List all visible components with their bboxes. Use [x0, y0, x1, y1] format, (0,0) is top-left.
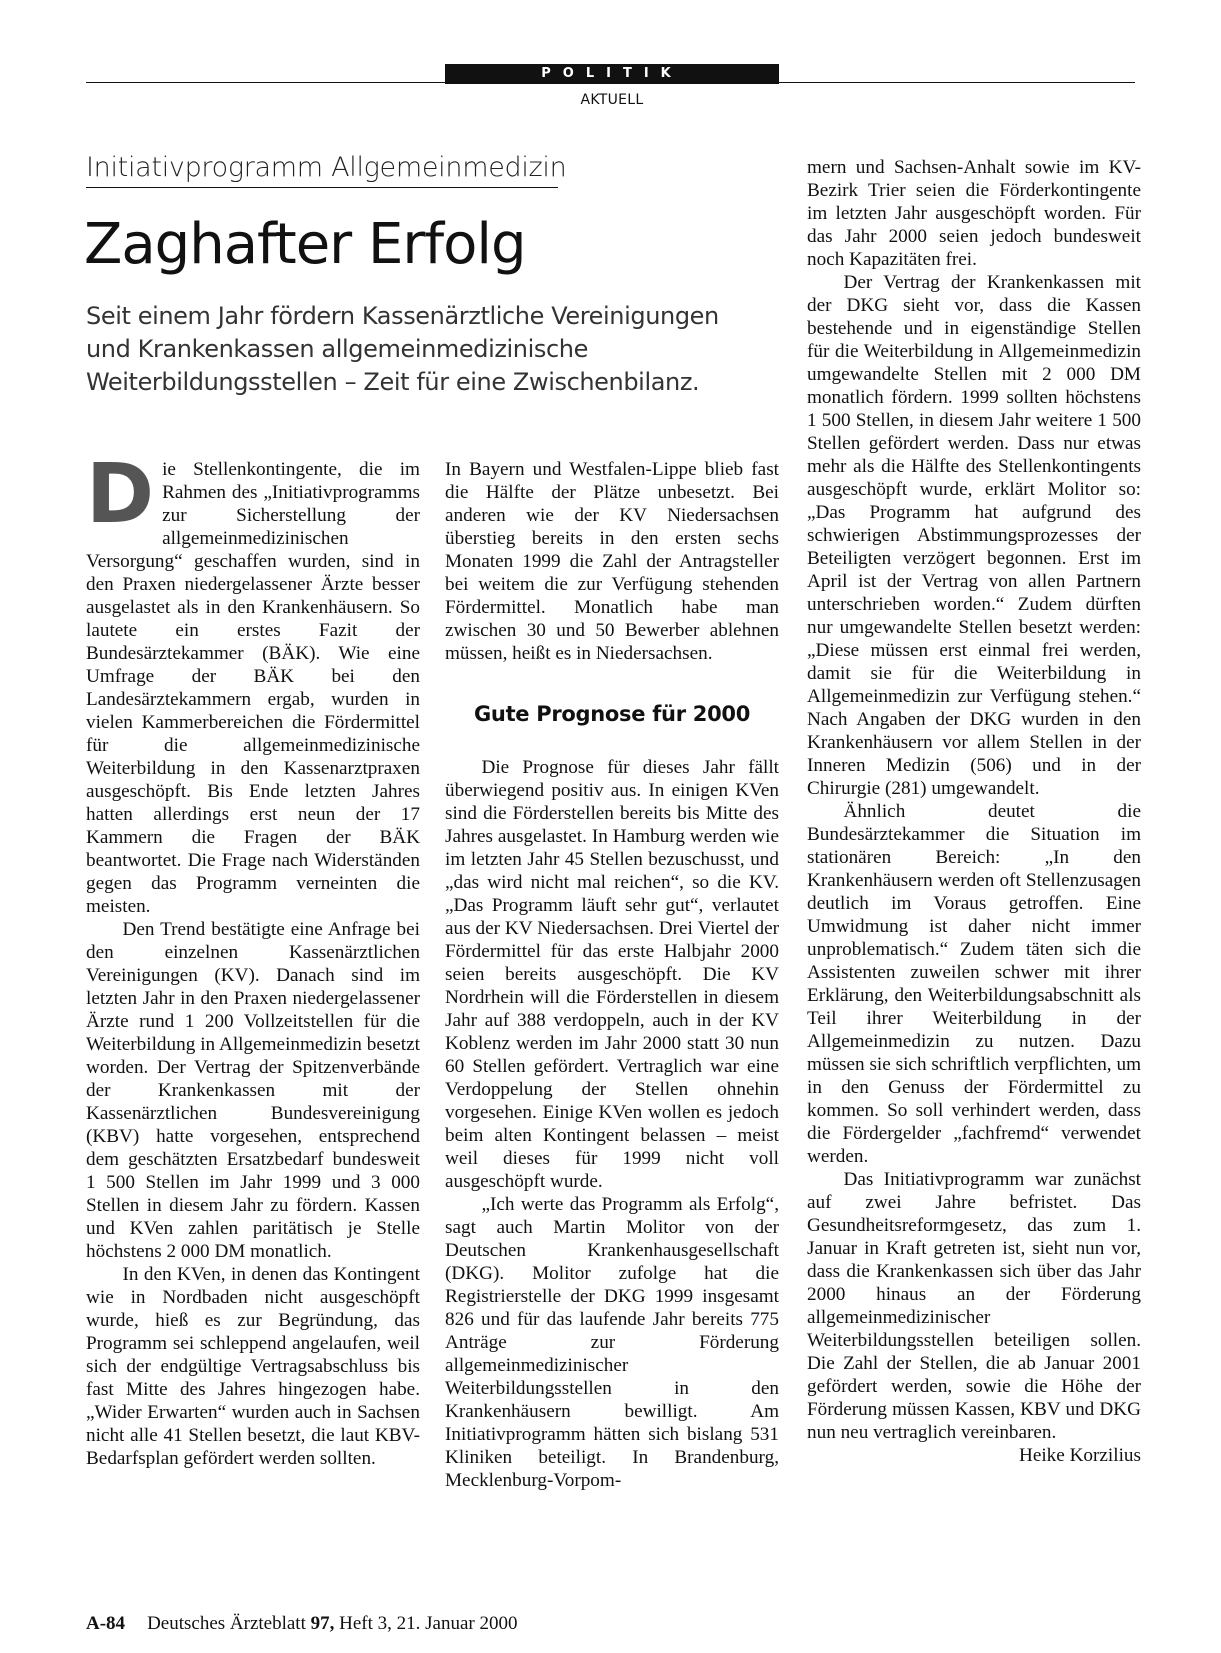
paragraph-text: Das Initiativprogramm war zunächst auf zwei Jahre befristet. Das Gesundheitsreformgesetz, das zum 1. Januar in Kraft getreten ist, sieht nun vor, dass die Krankenkassen sich über das Jahr 2000 hinaus an der Förderung allgemeinmedizinischer Weiterbildungsstellen beteiligen sollen. Die Zahl der Stellen, die ab Januar 2001 gefördert werden, sowie die Höhe der Förderung müssen Kassen, KBV und DKG nun neu vertraglich vereinbaren.	[807, 1169, 1141, 1443]
author-signature: Heike Korzilius	[1018, 1445, 1141, 1466]
article-column-2	[445, 458, 779, 1492]
paragraph: Den Trend bestätigte eine Anfrage bei den einzelnen Kassenärztlichen Vereinigungen (KV). Danach sind im letzten Jahr in den Praxen niedergelassener Ärzte rund 1 200 Vollzeitstellen für die Weiterbildung in Allgemeinmedizin besetzt worden. Der Vertrag der Spitzenverbände der Krankenkassen mit der Kassenärztlichen Bundesvereinigung (KBV) hatte vorgesehen, entsprechend dem geschätzten Ersatzbedarf bundesweit 1 500 Stellen im Jahr 1999 und 3 000 Stellen in diesem Jahr zu fördern. Kassen und KVen zahlen paritätisch je Stelle höchstens 2 000 DM monatlich.	[86, 919, 420, 1262]
drop-cap: D	[86, 447, 155, 542]
subsection-label: AKTUELL	[580, 92, 644, 108]
article-kicker: Initiativprogramm Allgemeinmedizin	[86, 152, 558, 188]
paragraph: mern und Sachsen-Anhalt sowie im KV-Bezirk Trier seien die Förderkontingente im letzten Jahr ausgeschöpft worden. Für das Jahr 2000 seien jedoch bundesweit noch Kapazitäten frei.	[807, 157, 1141, 270]
journal-volume: 97,	[310, 1613, 335, 1634]
section-label: POLITIK	[445, 64, 779, 84]
article-column-3	[807, 156, 1141, 1467]
paragraph: Ähnlich deutet die Bundesärztekammer die Situation im stationären Bereich: „In den Krankenhäusern werden oft Stellenzusagen deutlich im Voraus getroffen. Eine Umwidmung ist daher nicht immer unproblematisch.“ Zudem täten sich die Assistenten zuweilen schwer mit ihrer Erklärung, den Weiterbildungsabschnitt als Teil ihrer Weiterbildung in der Allgemeinmedizin zu nutzen. Dazu müssen sie sich schriftlich verpflichten, um in den Genuss der Fördermittel zu kommen. So soll verhindert werden, dass die Fördergelder „fachfremd“ verwendet werden.	[807, 801, 1141, 1167]
paragraph: Der Vertrag der Krankenkassen mit der DKG sieht vor, dass die Kassen bestehende und in eigenständige Stellen für die Weiterbildung in Allgemeinmedizin umgewandelte Stellen mit 2 000 DM monatlich fördern. 1999 sollten höchstens 1 500 Stellen, in diesem Jahr weitere 1 500 Stellen gefördert werden. Dass nur etwas mehr als die Hälfte des Stellenkontingents ausgeschöpft wurde, erklärt Molitor so: „Das Programm hat aufgrund des schwierigen Abstimmungsprozesses der Beteiligten verzögert begonnen. Erst im April ist der Vertrag von allen Partnern unterschrieben worden.“ Zudem dürften nur umgewandelte Stellen besetzt werden: „Diese müssen erst einmal frei werden, damit sie für die Weiterbildung in Allgemeinmedizin zur Verfügung stehen.“ Nach Angaben der DKG wurden in den Krankenhäusern vor allem Stellen in der Inneren Medizin (506) und in der Chirurgie (281) umgewandelt.	[807, 272, 1141, 799]
article-column-1	[86, 447, 420, 1470]
paragraph: In Bayern und Westfalen-Lippe blieb fast die Hälfte der Plätze unbesetzt. Bei anderen wie der KV Niedersachsen überstieg bereits in den ersten sechs Monaten 1999 die Zahl der Antragsteller bei weitem die zur Verfügung stehenden Fördermittel. Monatlich habe man zwischen 30 und 50 Bewerber ablehnen müssen, heißt es in Niedersachsen.	[445, 459, 779, 664]
paragraph: In den KVen, in denen das Kontingent wie in Nordbaden nicht ausgeschöpft wurde, hieß es zur Begründung, das Programm sei schleppend angelaufen, weil sich der endgültige Vertragsabschluss bis fast Mitte des Jahres hingezogen habe. „Wider Erwarten“ wurden auch in Sachsen nicht alle 41 Stellen besetzt, die laut KBV-Bedarfsplan gefördert werden sollten.	[86, 1264, 420, 1469]
paragraph	[807, 1168, 1141, 1466]
issue-info: Heft 3, 21. Januar 2000	[339, 1613, 518, 1634]
article-lead: Seit einem Jahr fördern Kassenärztliche Vereinigungen und Krankenkassen allgemeinmedizinische Weiterbildungsstellen – Zeit für eine Zwischenbilanz.	[86, 302, 719, 396]
page-number: A-84	[86, 1613, 126, 1634]
paragraph-text: ie Stellenkontingente, die im Rahmen des „Initiativprogramms zur Sicherstellung der allgemeinmedizinischen Versorgung“ geschaffen wurden, sind in den Praxen niedergelassener Ärzte besser ausgelastet als in den Krankenhäusern. So lautete ein erstes Fazit der Bundesärztekammer (BÄK). Wie eine Umfrage der BÄK bei den Landesärztekammern ergab, wurden in vielen Kammerbereichen die Fördermittel für die allgemeinmedizinische Weiterbildung in den Kassenarztpraxen ausgeschöpft. Bis Ende letzten Jahres hatten allerdings erst neun der 17 Kammern die Fragen der BÄK beantwortet. Die Frage nach Widerständen gegen das Programm verneinten die meisten.	[86, 459, 420, 917]
article-subheading: Gute Prognose für 2000	[473, 702, 751, 726]
paragraph: „Ich werte das Programm als Erfolg“, sagt auch Martin Molitor von der Deutschen Krankenhausgesellschaft (DKG). Molitor zufolge hat die Registrierstelle der DKG 1999 insgesamt 826 und für das laufende Jahr bereits 775 Anträge zur Förderung allgemeinmedizinischer Weiterbildungsstellen in den Krankenhäusern bewilligt. Am Initiativprogramm hätten sich bislang 531 Kliniken beteiligt. In Brandenburg, Mecklenburg-Vorpom-	[445, 1194, 779, 1491]
page-footer	[86, 1613, 517, 1635]
paragraph	[86, 447, 420, 918]
article-headline: Zaghafter Erfolg	[84, 212, 526, 277]
paragraph: Die Prognose für dieses Jahr fällt überwiegend positiv aus. In einigen KVen sind die Förderstellen bereits bis Mitte des Jahres ausgelastet. In Hamburg werden wie im letzten Jahr 45 Stellen bezuschusst, und „das wird nicht mal reichen“, so die KV. „Das Programm läuft sehr gut“, verlautet aus der KV Niedersachsen. Drei Viertel der Fördermittel für das erste Halbjahr 2000 seien bereits ausgeschöpft. Die KV Nordrhein will die Förderstellen in diesem Jahr auf 388 verdoppeln, auch in der KV Koblenz werden im Jahr 2000 statt 30 nun 60 Stellen gefördert. Vertraglich war eine Verdoppelung der Stellen ohnehin vorgesehen. Einige KVen wollen es jedoch beim alten Kontingent belassen – meist weil dieses für 1999 nicht voll ausgeschöpft wurde.	[445, 757, 779, 1192]
journal-name: Deutsches Ärzteblatt	[147, 1613, 306, 1634]
